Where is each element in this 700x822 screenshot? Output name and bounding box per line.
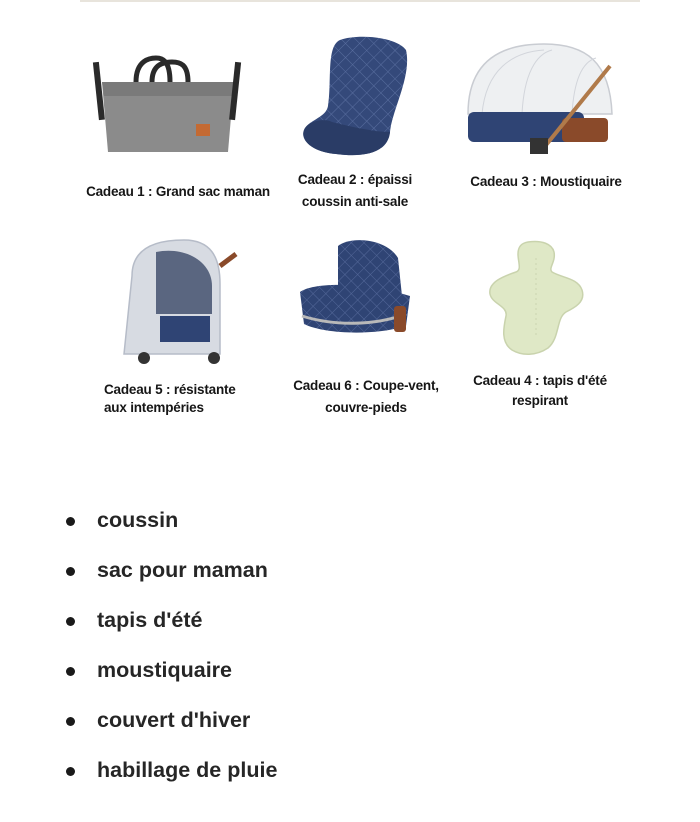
feature-text: coussin xyxy=(97,508,179,532)
feature-text: couvert d'hiver xyxy=(97,708,251,732)
list-item xyxy=(0,496,700,546)
gift-6-caption-line-2: couvre-pieds xyxy=(325,400,407,415)
gift-4-caption xyxy=(462,371,618,411)
feature-text: sac pour maman xyxy=(97,558,268,582)
gift-3-caption xyxy=(456,172,636,192)
bullet-icon xyxy=(66,617,75,626)
gift-2-caption-line-1: Cadeau 2 : épaissi xyxy=(297,172,413,187)
feature-text: tapis d'été xyxy=(97,608,203,632)
gift-6-caption xyxy=(280,376,452,418)
gift-5-caption xyxy=(104,380,264,418)
carrycot-footmuff-icon xyxy=(294,236,418,340)
gift-5-caption-line-1: Cadeau 5 : résistante xyxy=(104,382,236,397)
bullet-icon xyxy=(66,517,75,526)
list-item xyxy=(0,746,700,796)
bullet-icon xyxy=(66,667,75,676)
list-item xyxy=(0,546,700,596)
feature-text: habillage de pluie xyxy=(97,758,278,782)
bullet-icon xyxy=(66,717,75,726)
gift-3-caption-line: Cadeau 3 : Moustiquaire xyxy=(470,174,622,189)
rain-cover-icon xyxy=(116,236,244,366)
bullet-icon xyxy=(66,767,75,776)
list-item xyxy=(0,596,700,646)
gift-4-caption-line-1: Cadeau 4 : tapis d'été xyxy=(473,373,607,388)
gift-1-caption-line: Cadeau 1 : Grand sac maman xyxy=(86,184,270,199)
mosquito-net-icon xyxy=(462,40,622,162)
summer-mat-icon xyxy=(482,238,594,358)
gift-2-caption-line-2: coussin anti-sale xyxy=(301,194,409,209)
bullet-icon xyxy=(66,567,75,576)
gift-4-caption-line-2: respirant xyxy=(512,393,568,408)
feature-text: moustiquaire xyxy=(97,658,232,682)
gift-2-caption xyxy=(280,170,430,212)
grey-diaper-bag-icon xyxy=(92,52,244,156)
list-item xyxy=(0,696,700,746)
gift-1-caption xyxy=(80,182,276,202)
list-item xyxy=(0,646,700,696)
seat-cushion-icon xyxy=(296,36,416,160)
feature-list xyxy=(0,496,700,796)
gift-6-caption-line-1: Cadeau 6 : Coupe-vent, xyxy=(293,378,439,393)
gift-5-caption-line-2: aux intempéries xyxy=(104,400,204,415)
